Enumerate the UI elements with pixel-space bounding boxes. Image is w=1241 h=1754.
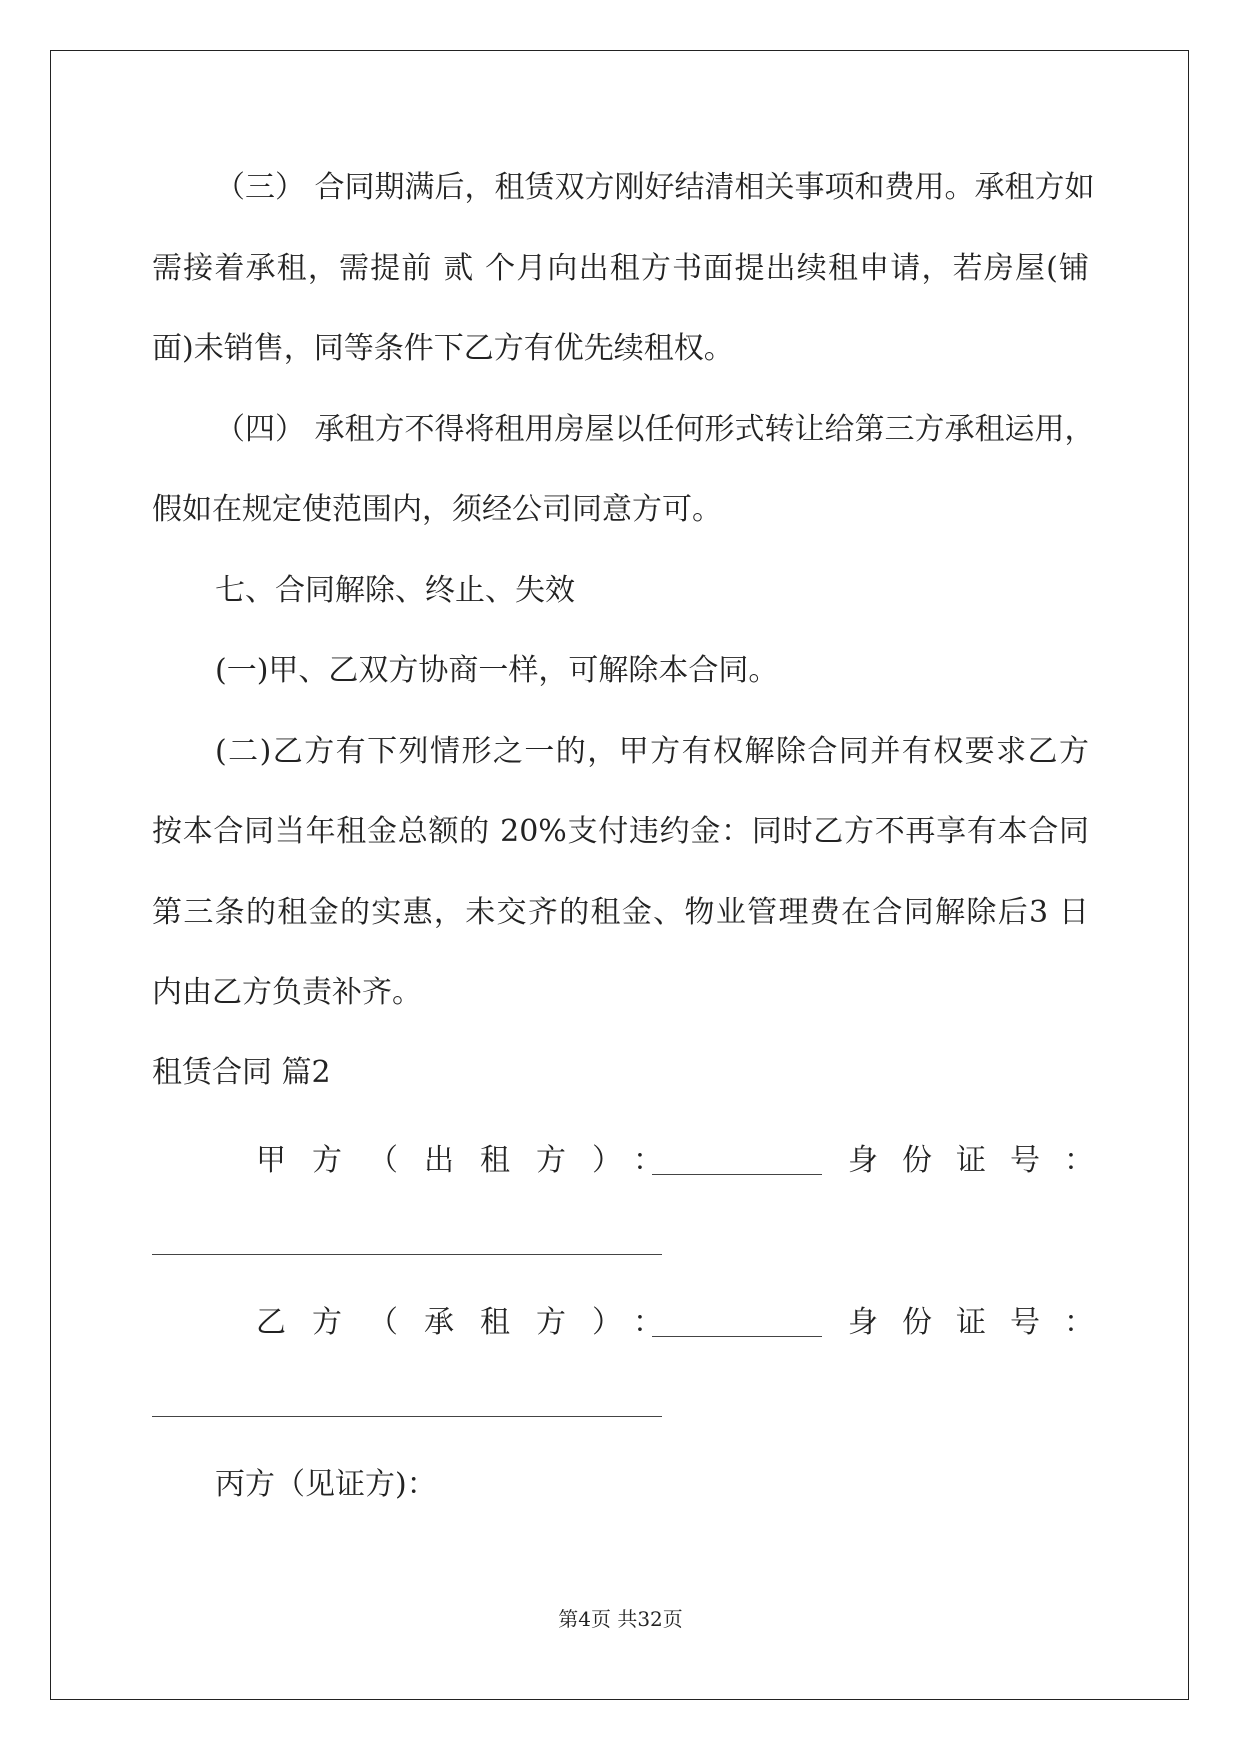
page-footer: 第4页 共32页 [558, 1607, 683, 1631]
party-a-name-blank [652, 1174, 822, 1175]
party-a-id-blank [152, 1254, 662, 1255]
paragraph-4-line-1: （四） 承租方不得将租用房屋以任何形式转让给第三方承租运用， [215, 412, 1095, 447]
party-b-id-label: 身份证号： [848, 1305, 1118, 1340]
section-7-heading: 七、合同解除、终止、失效 [215, 573, 575, 608]
party-b-id-blank [152, 1416, 662, 1417]
paragraph-3-line-2: 需接着承租，需提前 贰 个月向出租方书面提出续租申请，若房屋(铺 [152, 251, 1089, 286]
section-7-item-2-line-1: (二)乙方有下列情形之一的，甲方有权解除合同并有权要求乙方 [215, 734, 1089, 769]
section-title: 租赁合同 篇2 [152, 1055, 331, 1090]
party-b-name-blank [652, 1336, 822, 1337]
party-c-label: 丙方（见证方)： [215, 1467, 437, 1502]
party-b-label: 乙方（承租方）： [256, 1305, 689, 1340]
party-a-id-label: 身份证号： [848, 1143, 1118, 1178]
party-a-label: 甲方（出租方）： [256, 1143, 689, 1178]
section-7-item-2-line-4: 内由乙方负责补齐。 [152, 975, 422, 1010]
page-border [50, 50, 1189, 1700]
section-7-item-1: (一)甲、乙双方协商一样，可解除本合同。 [215, 653, 779, 688]
section-7-item-2-line-3: 第三条的租金的实惠，未交齐的租金、物业管理费在合同解除后3 日 [152, 895, 1089, 930]
paragraph-3-line-3: 面)未销售，同等条件下乙方有优先续租权。 [152, 331, 734, 366]
section-7-item-2-line-2: 按本合同当年租金总额的 20%支付违约金：同时乙方不再享有本合同 [152, 814, 1089, 849]
paragraph-3-line-1: （三） 合同期满后，租赁双方刚好结清相关事项和费用。承租方如 [215, 170, 1095, 205]
paragraph-4-line-2: 假如在规定使范围内，须经公司同意方可。 [152, 492, 722, 527]
